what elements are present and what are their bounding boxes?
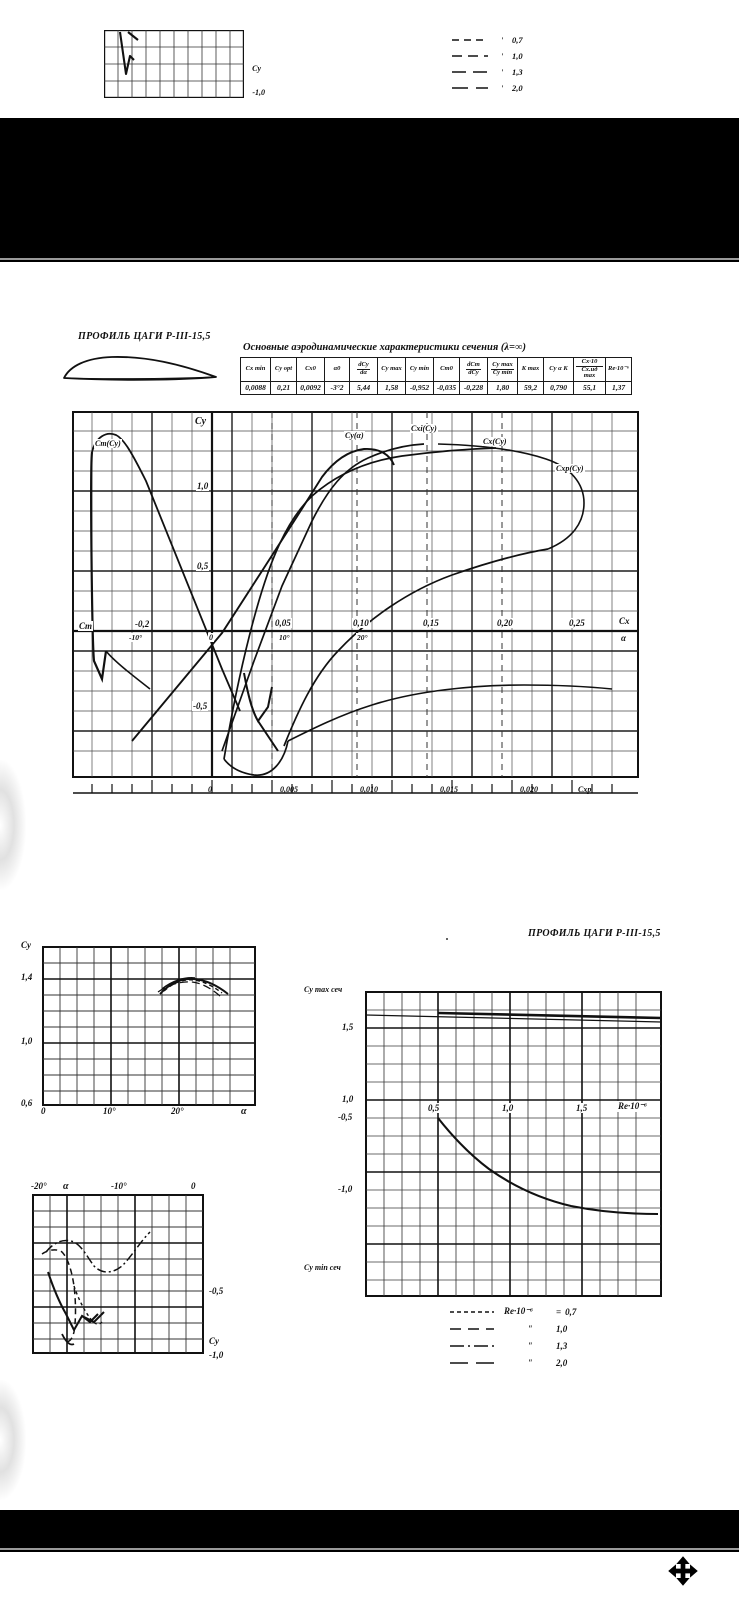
td-dcyda: 5,44: [350, 381, 378, 394]
legend-value-2.0: 2,0: [556, 1357, 568, 1368]
cx-tick-0.20: 0,20: [497, 618, 513, 628]
cm-tick-neg0.2: -0,2: [135, 619, 150, 629]
legend-row: [452, 64, 523, 80]
cy-alpha-ylabel: Cy: [21, 940, 31, 950]
legend-dash-long-dash-icon: [450, 1359, 496, 1367]
th-cymax: Cy max: [378, 358, 406, 382]
cy-alpha-xtick-0: 0: [41, 1106, 46, 1116]
move-cursor-icon[interactable]: [668, 1556, 698, 1586]
legend-value-1.0: 1,0: [556, 1323, 568, 1334]
alpha-tick-20: 20°: [357, 633, 368, 642]
th-cyak: Cy α K: [544, 358, 574, 382]
grid-neg-alpha: [32, 1194, 204, 1354]
legend-row: [452, 48, 523, 64]
th-alpha0: α0: [325, 358, 350, 382]
re-legend: [450, 1303, 576, 1371]
td-cyratio: 1,80: [488, 381, 518, 394]
legend-row: [452, 80, 523, 96]
curve-label-cx-cy: Cx(Cy): [483, 437, 507, 446]
cy-alpha-ytick-1.0: 1,0: [21, 1036, 33, 1046]
cy-alpha-ytick-1.4: 1,4: [21, 972, 33, 982]
grid-re: [365, 991, 662, 1297]
re-ytick-1.0: 1,0: [342, 1094, 354, 1104]
neg-alpha-xlabel: α: [63, 1181, 69, 1192]
neg-alpha-ytick-neg1.0: -1,0: [209, 1350, 224, 1360]
ytick-1.0: 1,0: [197, 481, 209, 491]
re-chart-ylabel-top: Cy max сеч: [304, 985, 343, 994]
td-cyopt: 0,21: [271, 381, 297, 394]
td-cyak: 0,790: [544, 381, 574, 394]
cx-tick-0.15: 0,15: [423, 618, 439, 628]
td-cxid: 55,1: [574, 381, 606, 394]
top-partial-ytick: -1,0: [252, 88, 265, 97]
cxp-tick-0: 0: [208, 785, 212, 794]
cxp-axis-ticklabels: [72, 785, 639, 799]
th-cxid: $\frac{Cx\cdot 10}{\text{Cx.ид max}}$: [574, 358, 606, 382]
legend-ditto-2.0: ": [527, 1357, 533, 1368]
axis-label-cy: Cy: [195, 416, 207, 427]
grid-top-partial: [104, 30, 244, 98]
scan-artifact-dot: [446, 938, 448, 940]
cxp-tick-0.010: 0,010: [360, 785, 378, 794]
re-ytick-neg0.5: -0,5: [338, 1112, 353, 1122]
aerodynamic-coefficients-table: [240, 357, 632, 395]
axis-label-cx: Cx: [619, 616, 630, 626]
next-page-sheet: [0, 1552, 739, 1600]
td-cx0: 0,0092: [297, 381, 325, 394]
curve-label-cxp-cy: Cxp(Cy): [556, 464, 584, 473]
axis-label-cxp: Cxp: [578, 785, 592, 794]
th-cx0: Cx0: [297, 358, 325, 382]
legend-eq: =: [556, 1306, 562, 1317]
page-gap: [0, 1510, 739, 1552]
th-cyratio: $\frac{\text{Cy max}}{\text{Cy min}}$: [488, 358, 518, 382]
cx-tick-0.05: 0,05: [275, 618, 291, 628]
th-cxmin: Cx min: [241, 358, 271, 382]
legend-dash-icon: [452, 51, 492, 61]
cxp-tick-0.015: 0,015: [440, 785, 458, 794]
top-partial-cy-label: Cy: [252, 64, 261, 73]
cx-tick-0.10: 0,10: [353, 618, 369, 628]
td-cxmin: 0,0088: [241, 381, 271, 394]
td-cymax: 1,58: [378, 381, 406, 394]
legend-dash-dotted-fine-icon: [450, 1308, 496, 1316]
re-xtick-1.0: 1,0: [502, 1103, 514, 1113]
legend-ditto-1.0: ": [527, 1323, 533, 1334]
page-divider-rule: [0, 258, 739, 260]
td-dcmdcy: -0,228: [460, 381, 488, 394]
re-chart-ylabel-bottom: Cy min сеч: [304, 1263, 341, 1272]
legend-ditto: ': [500, 35, 504, 45]
legend-row-1.3: [450, 1337, 576, 1354]
td-cm0: -0,035: [434, 381, 460, 394]
neg-alpha-xtick-0: 0: [191, 1181, 196, 1191]
legend-value: 0,7: [512, 35, 523, 45]
th-re: Re·10⁻⁶: [606, 358, 632, 382]
re-ytick-neg1.0: -1,0: [338, 1184, 353, 1194]
alpha-tick-10: 10°: [279, 633, 290, 642]
page-gap: [0, 118, 739, 262]
table-header-row: [241, 358, 632, 382]
legend-row-0.7: [450, 1303, 576, 1320]
top-page-legend: [452, 32, 523, 96]
re-xtick-0.5: 0,5: [428, 1103, 440, 1113]
legend-value: 2,0: [512, 83, 523, 93]
legend-ditto: ': [500, 83, 504, 93]
legend-value-0.7: 0,7: [565, 1306, 577, 1317]
neg-alpha-xtick-neg20: -20°: [31, 1181, 47, 1191]
grid-cy-alpha: [42, 946, 256, 1106]
legend-dash-dash-dot-icon: [450, 1342, 496, 1350]
alpha-tick-neg10: -10°: [129, 633, 142, 642]
page-divider-rule: [0, 1548, 739, 1550]
chart-re-dependency: [304, 985, 662, 1297]
td-re: 1,37: [606, 381, 632, 394]
legend-ditto-1.3: ": [527, 1340, 533, 1351]
table-row: [241, 381, 632, 394]
legend-dash-dashed-icon: [450, 1325, 496, 1333]
page-title-lower: ПРОФИЛЬ ЦАГИ Р-III-15,5: [528, 928, 661, 939]
chart-main-polar: [72, 411, 639, 778]
legend-ditto: ': [500, 51, 504, 61]
cy-alpha-ytick-0.6: 0,6: [21, 1098, 33, 1108]
legend-label-re: Re·10⁻⁶: [504, 1306, 534, 1316]
cy-alpha-xtick-10: 10°: [103, 1106, 116, 1116]
curve-label-cxi-cy: Cxi(Cy): [411, 424, 437, 433]
neg-alpha-ytick-neg0.5: -0,5: [209, 1286, 224, 1296]
chart-negative-alpha: [31, 1181, 224, 1360]
cy-alpha-xlabel: α: [241, 1106, 247, 1117]
cy-alpha-xtick-20: 20°: [171, 1106, 184, 1116]
legend-value: 1,0: [512, 51, 523, 61]
legend-row: [452, 32, 523, 48]
curve-label-cy-alpha: Cy(α): [345, 431, 364, 440]
td-alpha0: -3°2: [325, 381, 350, 394]
re-ytick-1.5: 1,5: [342, 1022, 354, 1032]
td-kmax: 59,2: [518, 381, 544, 394]
th-cymin: Cy min: [406, 358, 434, 382]
legend-ditto: ': [500, 67, 504, 77]
legend-row-1.0: [450, 1320, 576, 1337]
th-dcyda: $\frac{\text{dCy}}{d\alpha}$: [350, 358, 378, 382]
neg-alpha-xtick-neg10: -10°: [111, 1181, 127, 1191]
table-caption: Основные аэродинамические характеристики сечения (λ=∞): [243, 342, 527, 353]
chart-cy-vs-alpha: [21, 940, 256, 1117]
th-dcmdcy: $\frac{\text{dCm}}{\text{dCy}}$: [460, 358, 488, 382]
axis-label-cm: Cm: [79, 621, 93, 631]
ytick-0.5: 0,5: [197, 561, 209, 571]
legend-row-2.0: [450, 1354, 576, 1371]
grid-main-polar: [72, 411, 639, 778]
th-cm0: Cm0: [434, 358, 460, 382]
legend-dash-icon: [452, 67, 492, 77]
cxp-tick-0.005: 0,005: [280, 785, 298, 794]
airfoil-profile-shape: [60, 352, 220, 392]
axis-label-alpha: α: [621, 633, 626, 643]
alpha-tick-0: 0: [209, 633, 213, 642]
re-xtick-1.5: 1,5: [576, 1103, 588, 1113]
legend-dash-icon: [452, 83, 492, 93]
legend-dash-icon: [452, 35, 492, 45]
cx-tick-0.25: 0,25: [569, 618, 585, 628]
cxp-tick-0.020: 0,020: [520, 785, 538, 794]
previous-page-sheet: [0, 0, 739, 118]
legend-value: 1,3: [512, 67, 523, 77]
curve-label-cm-cy: Cm(Cy): [95, 439, 121, 448]
legend-value-1.3: 1,3: [556, 1340, 568, 1351]
td-cymin: -0,952: [406, 381, 434, 394]
chart-top-partial: [104, 30, 265, 98]
re-xlabel: Re·10⁻⁶: [618, 1101, 648, 1111]
ytick-neg0.5: -0,5: [193, 701, 208, 711]
page-title: ПРОФИЛЬ ЦАГИ Р-III-15,5: [78, 331, 211, 342]
th-cyopt: Cy opt: [271, 358, 297, 382]
th-kmax: K max: [518, 358, 544, 382]
neg-alpha-ylabel: Cy: [209, 1336, 219, 1346]
